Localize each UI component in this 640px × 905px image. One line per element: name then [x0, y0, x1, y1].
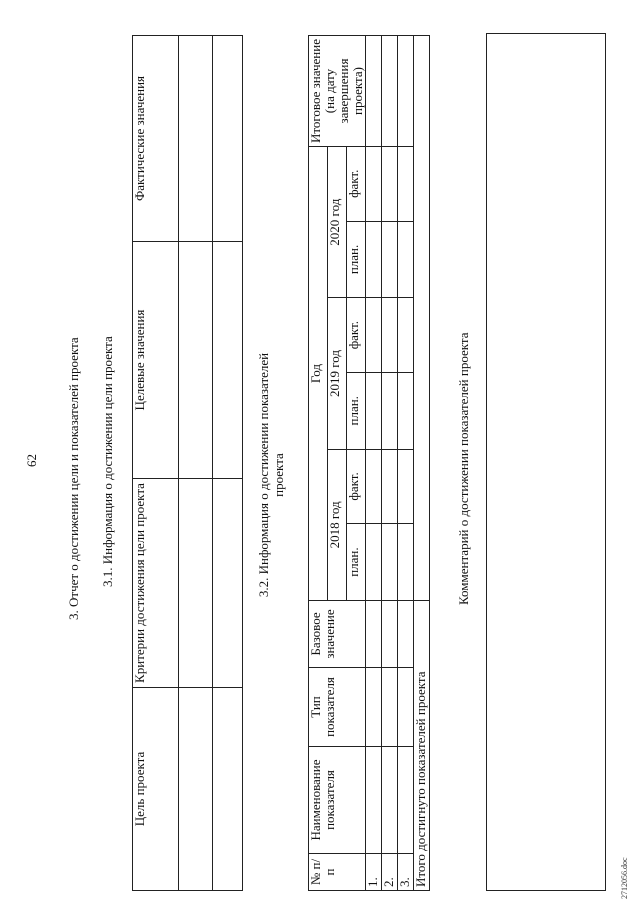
row-num: 2.	[382, 854, 398, 891]
header-plan: план.	[347, 221, 366, 298]
header-base: Базовое значение	[309, 601, 366, 668]
subsection-1-title: 3.1. Информация о достижении цели проекта	[100, 336, 115, 587]
row-num: 1.	[366, 854, 382, 891]
table-row	[382, 36, 398, 891]
header-2019: 2019 год	[328, 298, 347, 449]
header-num: № п/п	[309, 854, 366, 891]
indicators-table	[308, 35, 430, 891]
section-title: 3. Отчет о достижении цели и показателей проекта	[66, 337, 81, 620]
goal-table	[132, 35, 243, 891]
header-goal: Цель проекта	[133, 688, 179, 891]
comment-box	[486, 33, 606, 891]
header-criteria: Критерии достижения цели проекта	[133, 479, 179, 688]
header-fact: факт.	[347, 449, 366, 523]
page-number: 62	[24, 454, 39, 467]
total-row: Итого достигнуто показателей проекта	[414, 601, 430, 891]
header-plan: план.	[347, 372, 366, 449]
header-type: Тип показателя	[309, 668, 366, 747]
row-num: 3.	[398, 854, 414, 891]
header-year: Год	[309, 147, 328, 601]
header-final: Итоговое значение (на дату завершения проекта)	[309, 36, 366, 147]
table-row	[366, 36, 382, 891]
header-plan: план.	[347, 524, 366, 601]
table-row	[398, 36, 414, 891]
header-name: Наименование показателя	[309, 747, 366, 854]
header-2018: 2018 год	[328, 449, 347, 600]
header-2020: 2020 год	[328, 147, 347, 298]
header-actual: Фактические значения	[133, 36, 179, 242]
footer-filename: 2712056.doc	[620, 857, 629, 899]
header-fact: факт.	[347, 147, 366, 222]
subsection-2-title: 3.2. Информация о достижении показателей проекта	[256, 352, 286, 598]
header-target: Целевые значения	[133, 242, 179, 479]
header-fact: факт.	[347, 298, 366, 372]
comment-title: Комментарий о достижении показателей проекта	[456, 332, 471, 605]
